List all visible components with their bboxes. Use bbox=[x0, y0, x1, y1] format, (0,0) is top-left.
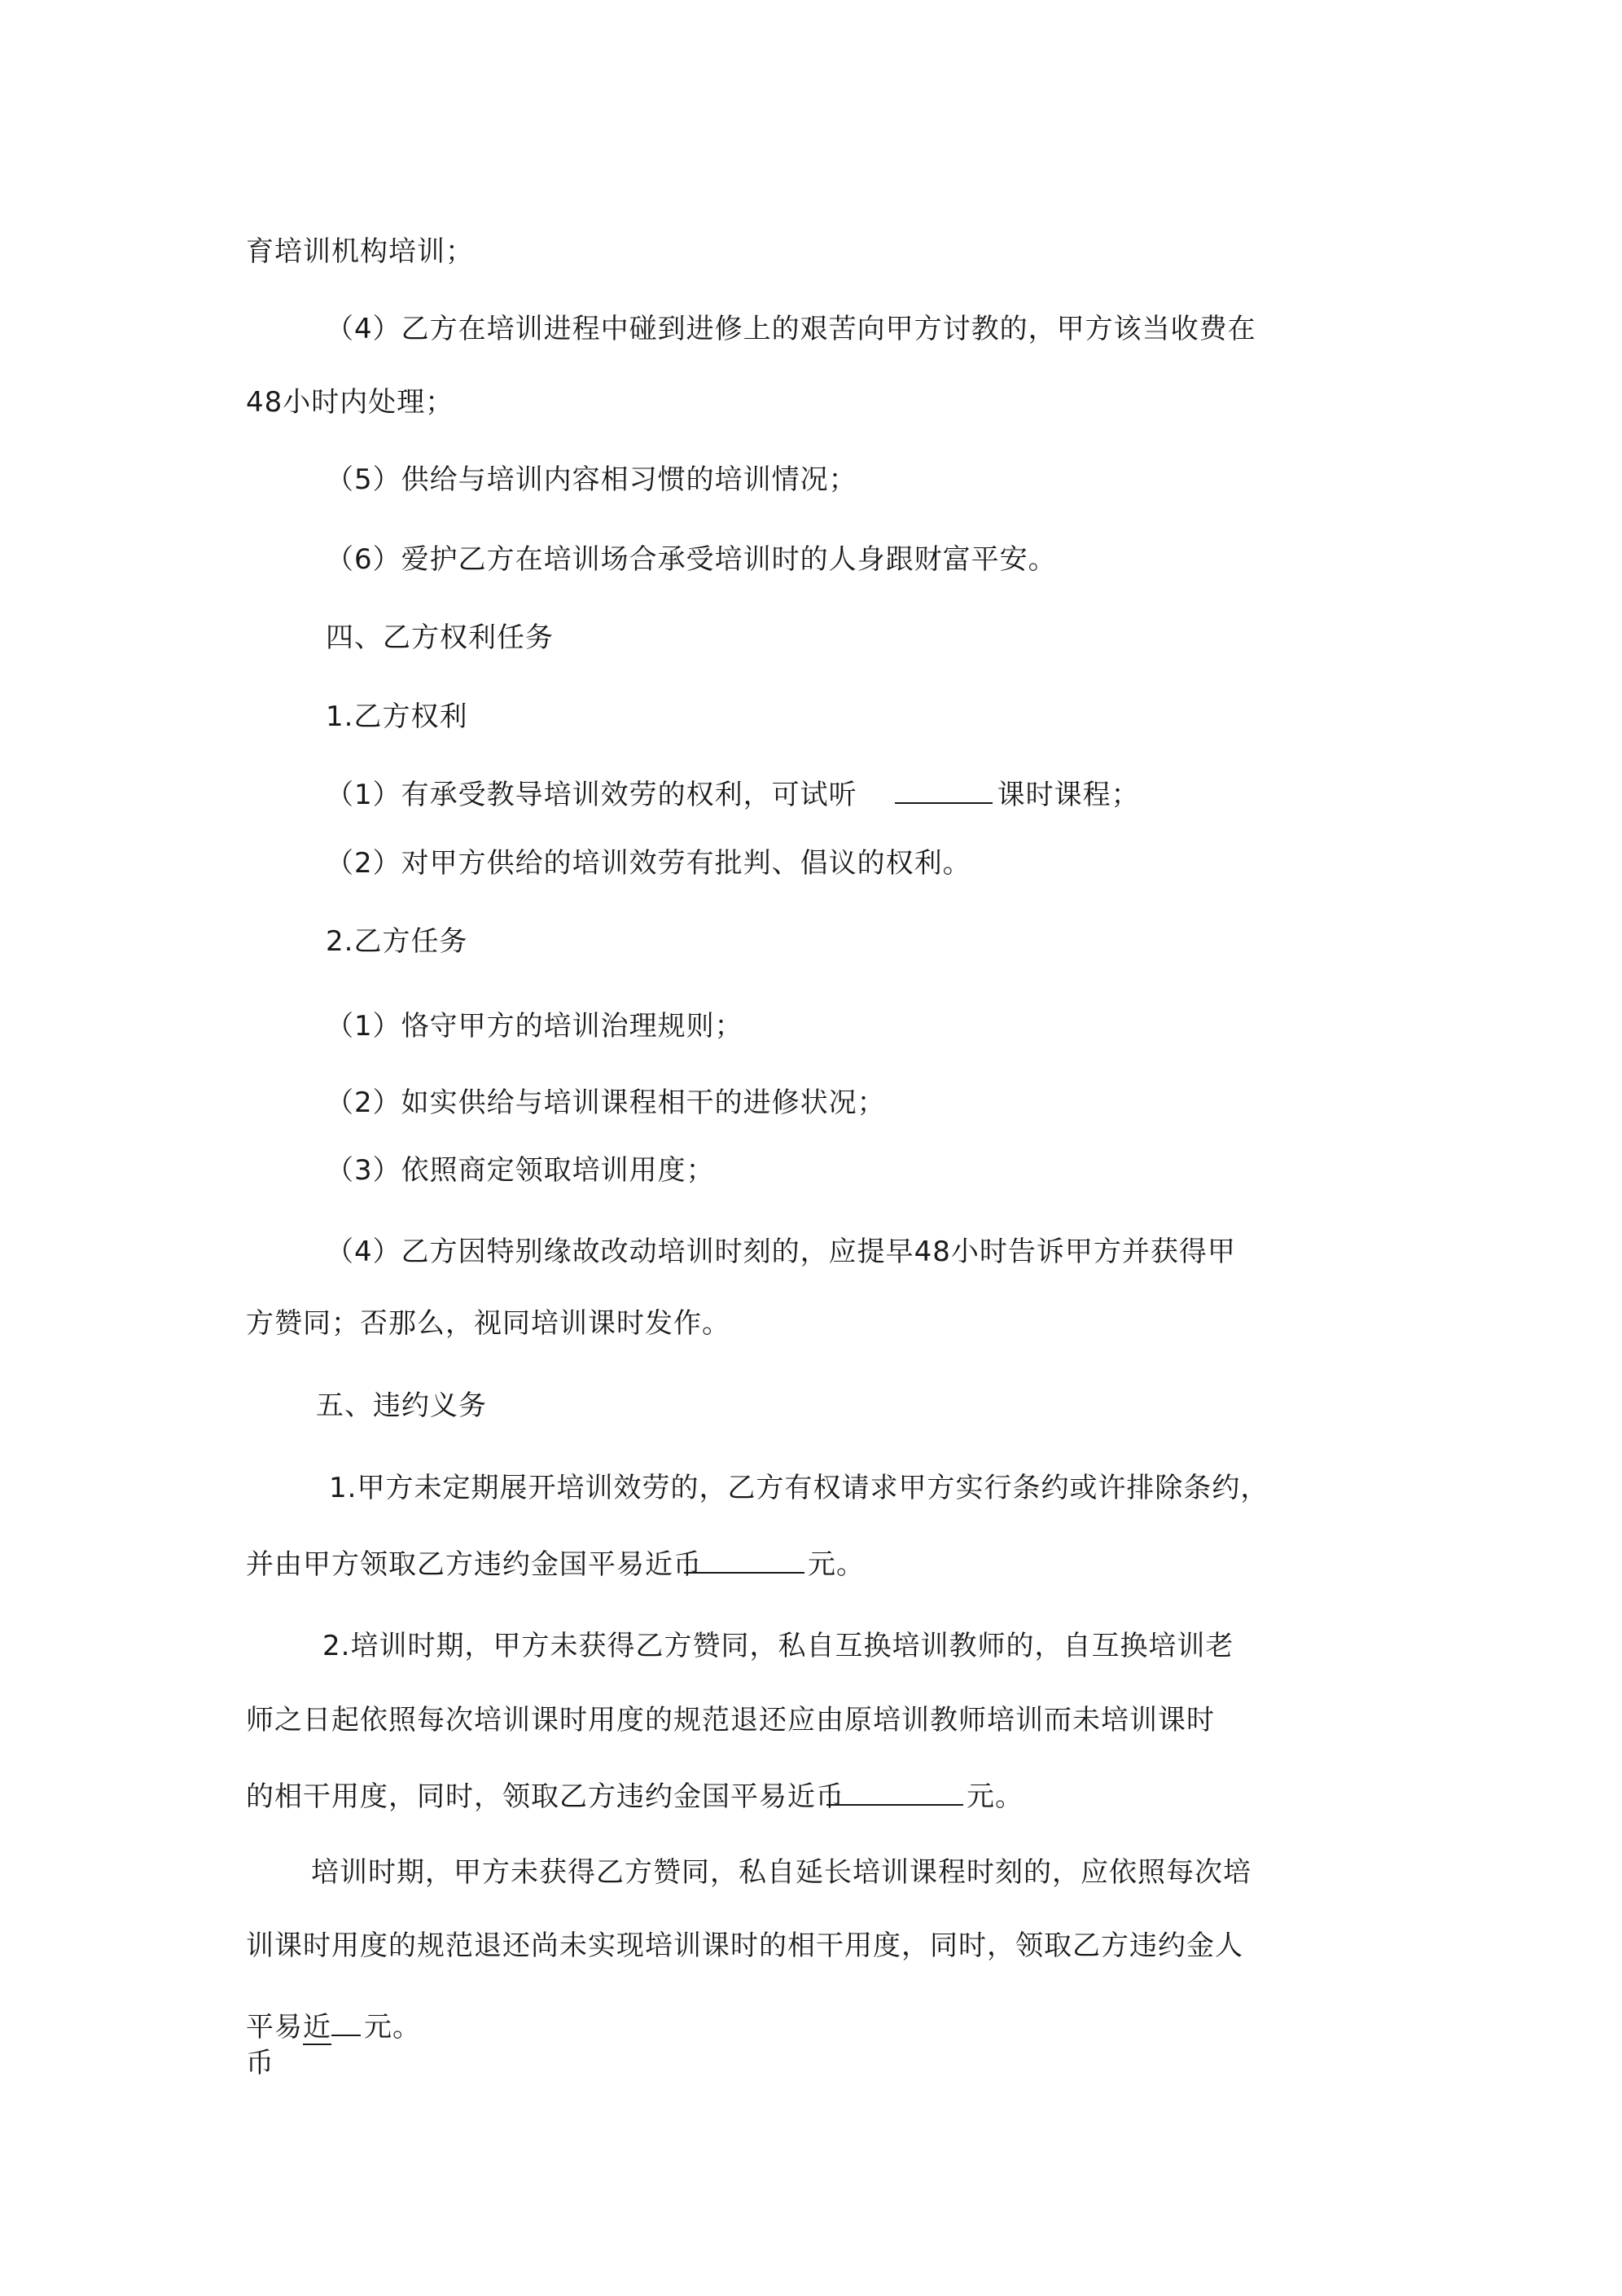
line-text: 元。 bbox=[967, 1780, 1024, 1813]
paragraph-line: 币 bbox=[246, 2047, 274, 2079]
paragraph-line: 1.甲方未定期展开培训效劳的，乙方有权请求甲方实行条约或许排除条约， bbox=[329, 1472, 1269, 1504]
paragraph-line: （1）恪守甲方的培训治理规则； bbox=[326, 1010, 743, 1043]
subsection-heading: 2.乙方任务 bbox=[326, 925, 468, 958]
paragraph-line bbox=[246, 1776, 1024, 1815]
paragraph-line: （6）爱护乙方在培训场合承受培训时的人身跟财富平安。 bbox=[326, 543, 1057, 576]
fill-in-blank[interactable] bbox=[331, 2007, 361, 2036]
paragraph-line bbox=[246, 2007, 421, 2046]
paragraph-line bbox=[246, 1544, 865, 1583]
paragraph-line: 训课时用度的规范退还尚未实现培训课时的相干用度，同时，领取乙方违约金人 bbox=[246, 1929, 1243, 1962]
paragraph-line: （4）乙方在培训进程中碰到进修上的艰苦向甲方讨教的，甲方该当收费在 bbox=[326, 313, 1256, 345]
paragraph-line: （5）供给与培训内容相习惯的培训情况； bbox=[326, 463, 857, 496]
underlined-text: 近 bbox=[303, 2011, 331, 2044]
section-heading: 四、乙方权利任务 bbox=[326, 621, 554, 654]
fill-in-blank[interactable] bbox=[895, 775, 993, 804]
paragraph-line: 师之日起依照每次培训课时用度的规范退还应由原培训教师培训而未培训课时 bbox=[246, 1704, 1215, 1736]
line-text: 平易 bbox=[246, 2011, 303, 2044]
paragraph-line: 培训时期，甲方未获得乙方赞同，私自延长培训课程时刻的，应依照每次培 bbox=[311, 1856, 1252, 1889]
line-text: 元。 bbox=[808, 1548, 865, 1581]
paragraph-line: （2）如实供给与培训课程相干的进修状况； bbox=[326, 1087, 886, 1119]
paragraph-line bbox=[326, 775, 1140, 814]
line-text: 元。 bbox=[364, 2011, 421, 2044]
paragraph-line: 育培训机构培训； bbox=[246, 235, 474, 268]
paragraph-line: （2）对甲方供给的培训效劳有批判、倡议的权利。 bbox=[326, 847, 971, 880]
line-text: （1）有承受教导培训效劳的权利，可试听 bbox=[326, 779, 857, 811]
subsection-heading: 1.乙方权利 bbox=[326, 700, 468, 733]
paragraph-line: 方赞同；否那么，视同培训课时发作。 bbox=[246, 1307, 730, 1340]
line-text: 课时课程； bbox=[997, 779, 1140, 811]
paragraph-line: 2.培训时期，甲方未获得乙方赞同，私自互换培训教师的，自互换培训老 bbox=[322, 1630, 1234, 1662]
paragraph-line: （4）乙方因特别缘故改动培训时刻的，应提早48小时告诉甲方并获得甲 bbox=[326, 1236, 1236, 1268]
paragraph-line: 48小时内处理； bbox=[246, 386, 454, 419]
line-text: 并由甲方领取乙方违约金国平易近币 bbox=[246, 1548, 702, 1581]
paragraph-line: （3）依照商定领取培训用度； bbox=[326, 1154, 715, 1187]
fill-in-blank[interactable] bbox=[684, 1544, 804, 1574]
line-text: 的相干用度，同时，领取乙方违约金国平易近币 bbox=[246, 1780, 844, 1813]
fill-in-blank[interactable] bbox=[826, 1776, 963, 1806]
section-heading: 五、违约义务 bbox=[316, 1389, 487, 1422]
